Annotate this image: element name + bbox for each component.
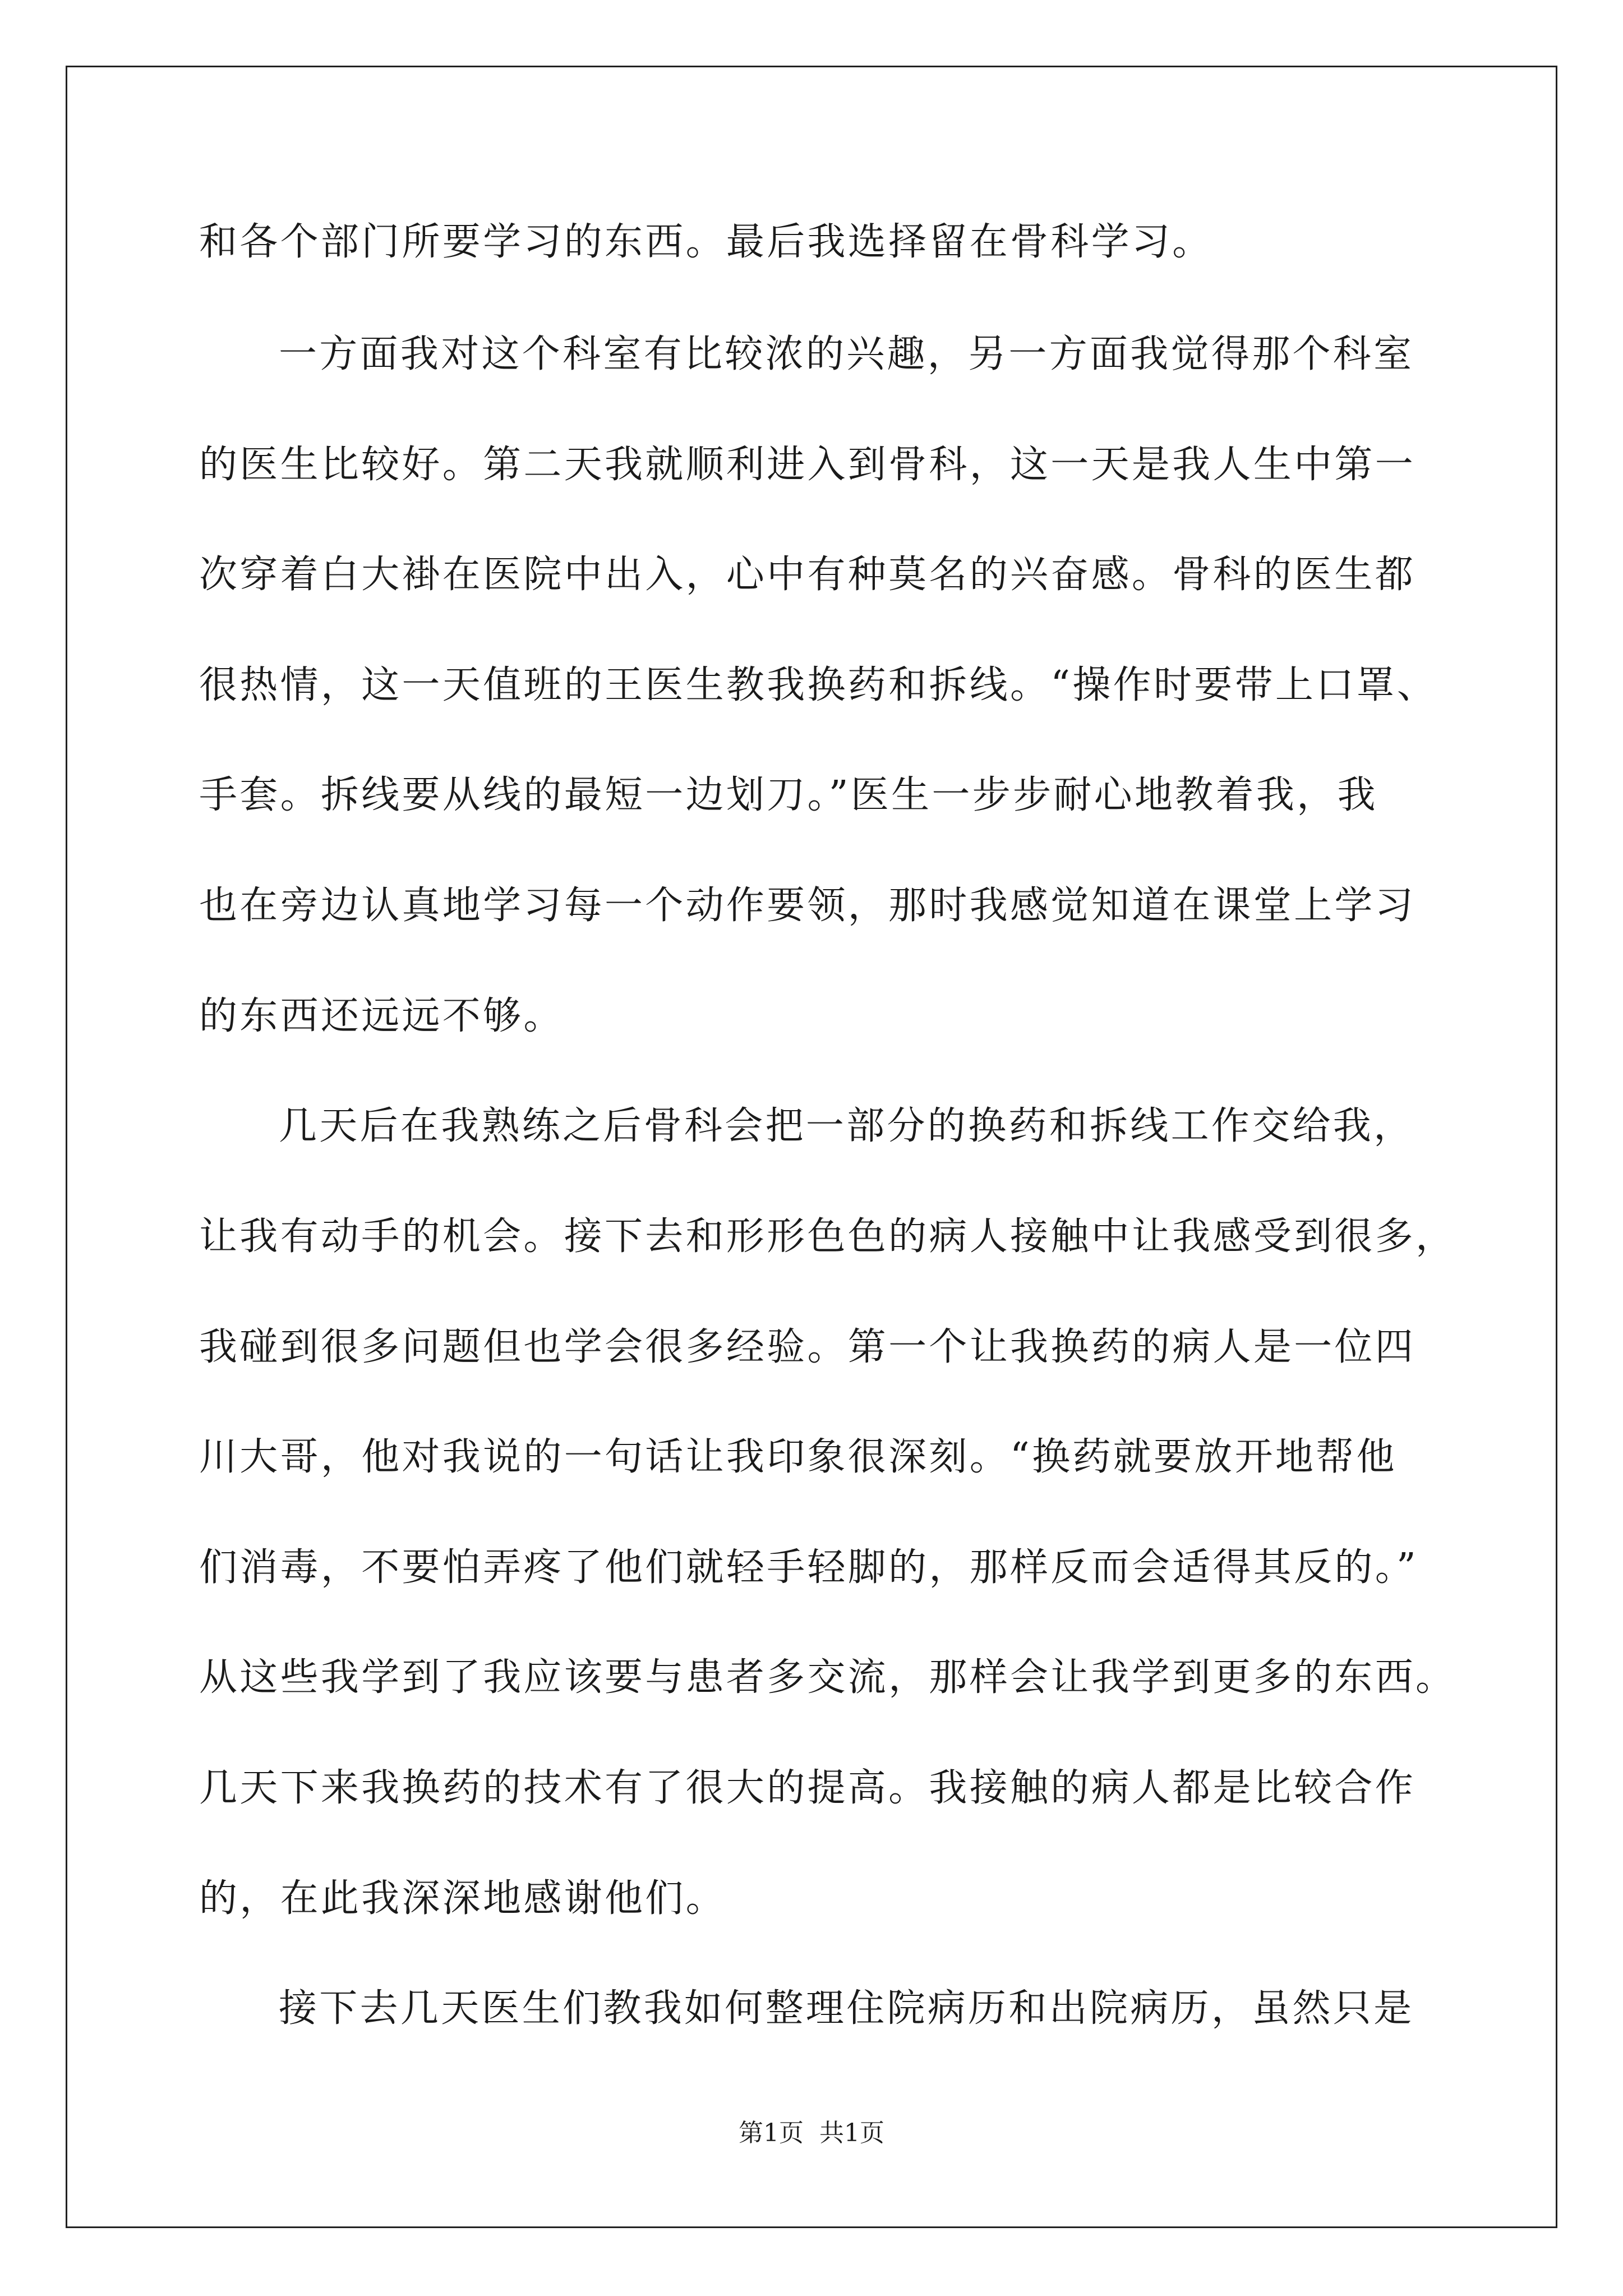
text-line: 和各个部门所要学习的东西。最后我选择留在骨科学习。	[199, 220, 1213, 264]
text-line: 也在旁边认真地学习每一个动作要领，那时我感觉知道在课堂上学习	[199, 884, 1416, 928]
text-line: 手套。拆线要从线的最短一边划刀。”医生一步步耐心地教着我，我	[199, 773, 1378, 817]
text-line: 很热情，这一天值班的王医生教我换药和拆线。“操作时要带上口罩、	[199, 663, 1438, 707]
text-line: 的医生比较好。第二天我就顺利进入到骨科，这一天是我人生中第一	[199, 443, 1416, 487]
paragraph-first-line: 一方面我对这个科室有比较浓的兴趣，另一方面我觉得那个科室	[279, 332, 1414, 376]
text-line: 我碰到很多问题但也学会很多经验。第一个让我换药的病人是一位四	[199, 1325, 1416, 1369]
text-line: 川大哥，他对我说的一句话让我印象很深刻。“换药就要放开地帮他	[199, 1435, 1397, 1479]
text-line: 次穿着白大褂在医院中出入，心中有种莫名的兴奋感。骨科的医生都	[199, 553, 1416, 597]
text-line: 们消毒，不要怕弄疼了他们就轻手轻脚的，那样反而会适得其反的。”	[199, 1545, 1419, 1590]
text-line: 的东西还远远不够。	[199, 994, 564, 1038]
paragraph-first-line: 几天后在我熟练之后骨科会把一部分的换药和拆线工作交给我，	[279, 1104, 1414, 1148]
text-line: 的，在此我深深地感谢他们。	[199, 1876, 726, 1921]
page-footer: 第1页 共1页	[739, 2119, 884, 2147]
paragraph-first-line: 接下去几天医生们教我如何整理住院病历和出院病历，虽然只是	[279, 1986, 1414, 2031]
text-line: 从这些我学到了我应该要与患者多交流，那样会让我学到更多的东西。	[199, 1655, 1456, 1700]
text-line: 几天下来我换药的技术有了很大的提高。我接触的病人都是比较合作	[199, 1766, 1416, 1810]
text-line: 让我有动手的机会。接下去和形形色色的病人接触中让我感受到很多，	[199, 1214, 1456, 1259]
